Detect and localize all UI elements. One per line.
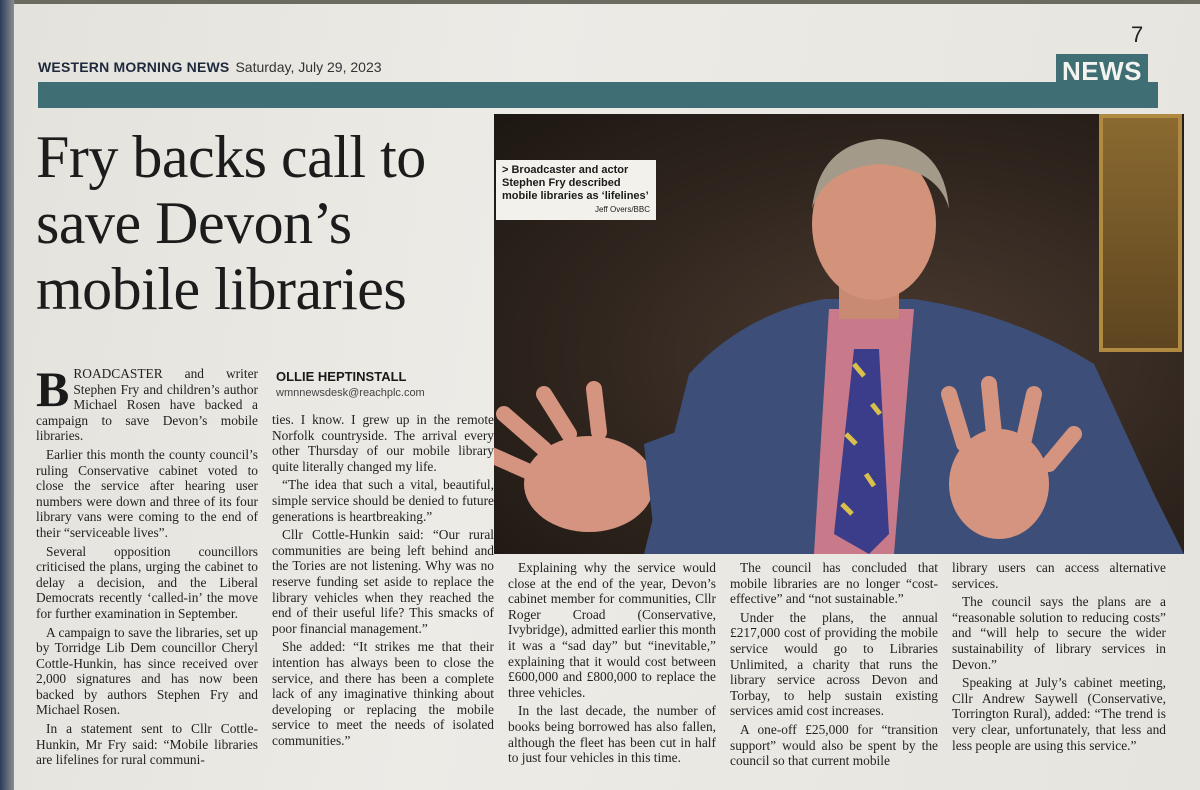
photo-caption (496, 160, 656, 220)
paragraph: A campaign to save the libraries, set up by Torridge Lib Dem councillor Cheryl Cottle-Hunkin, has since received over 2,000 signatures and has now been backed by authors Stephen Fry and Michael Rosen. (36, 624, 258, 718)
headline: Fry backs call to save Devon’s mobile libraries (36, 124, 426, 322)
paragraph: Speaking at July’s cabinet meeting, Cllr Andrew Saywell (Conservative, Torrington Rural), added: “The trend is very clear, unfortunately, that less and less people are using this service.” (952, 675, 1166, 753)
photo-credit: Jeff Overs/BBC (595, 205, 650, 214)
paragraph: The council says the plans are a “reasonable solution to reducing costs” and “will help to secure the wider sustainability of library services in Devon.” (952, 594, 1166, 672)
paragraph: Cllr Cottle-Hunkin said: “Our rural communities are being left behind and the Tories are not listening. Why was no reserve funding set aside to replace the library vehicles when they reached the end of their useful life? This smacks of poor financial management.” (272, 527, 494, 636)
caption-text: > Broadcaster and actor Stephen Fry described mobile libraries as ‘lifelines’ (502, 164, 649, 202)
paragraph-text: ROADCASTER and writer Stephen Fry and children’s author Michael Rosen have backed a campaign to save Devon’s mobile libraries. (36, 366, 258, 444)
paragraph: Earlier this month the county council’s ruling Conservative cabinet voted to close the service after hearing user numbers were down and three of its four library vans were coming to the end of their “serviceable lives”. (36, 446, 258, 540)
page-number: 7 (1131, 22, 1144, 47)
paragraph: In a statement sent to Cllr Cottle-Hunkin, Mr Fry said: “Mobile libraries are lifelines for rural communi- (36, 721, 258, 768)
section-label: NEWS (1056, 54, 1148, 89)
article-column-1 (36, 361, 258, 771)
article-column-5 (952, 560, 1166, 756)
paragraph: Under the plans, the annual £217,000 cost of providing the mobile service would go to Libraries Unlimited, a charity that runs the library service across Devon and Torbay, to help sustain existing services amid cost increases. (730, 609, 938, 719)
paragraph: ties. I know. I grew up in the remote Norfolk countryside. The arrival every other Thursday of our mobile library quite literally changed my life. (272, 412, 494, 474)
drop-cap: B (36, 361, 70, 417)
author-name: OLLIE HEPTINSTALL (276, 369, 407, 384)
paragraph: A one-off £25,000 for “transition support” would also be spent by the council so that current mobile (730, 721, 938, 769)
paragraph: Explaining why the service would close at the end of the year, Devon’s cabinet member for communities, Cllr Roger Croad (Conservative, Ivybridge), admitted earlier this month it was a “sad day” but “inevitable,” explaining that it would cost between £600,000 and £800,000 to replace the three vehicles. (508, 560, 716, 700)
newspaper-page (14, 4, 1200, 790)
header-rule (38, 82, 1158, 108)
paragraph: library users can access alternative services. (952, 560, 1166, 591)
article-column-4 (730, 560, 938, 772)
paragraph: “The idea that such a vital, beautiful, simple service should be denied to future generations is heartbreaking.” (272, 477, 494, 524)
paragraph: The council has concluded that mobile libraries are no longer “cost-effective” and “not sustainable.” (730, 560, 938, 607)
paragraph: In the last decade, the number of books being borrowed has also fallen, although the fleet has been cut in half to just four vehicles in this time. (508, 703, 716, 766)
issue-date: Saturday, July 29, 2023 (235, 59, 382, 75)
article-column-3 (508, 560, 716, 769)
author-email: wmnnewsdesk@reachplc.com (276, 387, 425, 399)
paragraph: She added: “It strikes me that their intention has always been to close the service, and there has been a complete lack of any imaginative thinking about developing or replacing the mobile service to meet the needs of isolated communities.” (272, 639, 494, 748)
article-column-2 (272, 412, 494, 751)
byline (276, 369, 425, 399)
paragraph: Several opposition councillors criticised the plans, urging the cabinet to delay a decision, and the Liberal Democrats recently ‘called-in’ the move for further examination in September. (36, 543, 258, 621)
paper-name: WESTERN MORNING NEWS (38, 59, 230, 75)
paragraph (36, 361, 258, 444)
adjacent-page-edge (0, 0, 14, 790)
masthead (38, 59, 382, 75)
